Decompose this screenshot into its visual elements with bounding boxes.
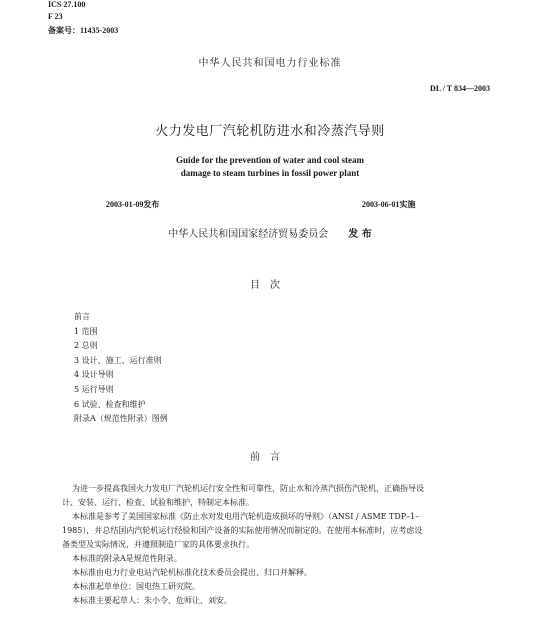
foreword-line: 为进一步提高我国火力发电厂汽轮机运行安全性和可靠性，防止水和冷蒸汽损伤汽轮机，正确指导设 (72, 484, 424, 493)
issuer-action: 发 布 (348, 229, 372, 240)
release-date: 2003-01-09发布 (106, 200, 160, 209)
toc-item[interactable]: 附录A（规范性附录）图例 (74, 414, 168, 424)
issuer-org: 中华人民共和国国家经济贸易委员会 (168, 229, 329, 240)
document-title-en (0, 154, 540, 180)
ics-code: ICS 27.100 (48, 0, 86, 9)
foreword-body (62, 482, 492, 608)
issuer-line (0, 225, 540, 240)
filing-number: 备案号：11435-2003 (48, 26, 119, 35)
toc-item[interactable]: 前言 (74, 312, 90, 321)
toc-item[interactable]: 3 设计、施工、运行准则 (74, 355, 162, 365)
foreword-line: 本标准的附录A是规范性附录。 (72, 554, 182, 563)
title-en-line-2: damage to steam turbines in fossil power plant (180, 168, 360, 178)
foreword-line: 备类型及实际情况，并遵照制造厂家的具体要求执行。 (62, 540, 254, 549)
toc-item[interactable]: 5 运行导则 (74, 384, 114, 394)
classification-code: F 23 (48, 12, 63, 21)
foreword-line: 本标准由电力行业电站汽轮机标准化技术委员会提出、归口并解释。 (72, 568, 312, 577)
foreword-title: 前言 (250, 452, 290, 463)
foreword-line: 1985），并总结国内汽轮机运行经验和国产设备的实际使用情况而制定的。在使用本标准时，应考虑设 (62, 526, 423, 535)
toc-list (74, 310, 168, 427)
toc-title: 目次 (250, 280, 290, 291)
standard-number: DL / T 834—2003 (430, 84, 490, 93)
toc-item[interactable]: 6 试验、检查和维护 (74, 399, 146, 409)
title-en-line-1: Guide for the prevention of water and cool steam (176, 155, 364, 165)
foreword-line: 本标准主要起草人：朱小令、危师让、刘安。 (72, 596, 232, 605)
implement-date: 2003-06-01实施 (362, 200, 416, 209)
document-title-cn: 火力发电厂汽轮机防进水和冷蒸汽导则 (155, 124, 385, 139)
standard-header: 中华人民共和国电力行业标准 (198, 58, 342, 69)
foreword-line: 本标准是参考了美国国家标准《防止水对发电用汽轮机造成损坏的导则》（ANSI / ASME TDP–1– (72, 512, 420, 521)
foreword-line: 计、安装、运行、检查、试验和维护，特制定本标准。 (62, 498, 254, 507)
toc-item[interactable]: 1 范围 (74, 326, 98, 336)
toc-item[interactable]: 4 设计导则 (74, 370, 114, 380)
toc-item[interactable]: 2 总则 (74, 341, 98, 351)
foreword-line: 本标准起草单位：国电热工研究院。 (72, 582, 200, 591)
